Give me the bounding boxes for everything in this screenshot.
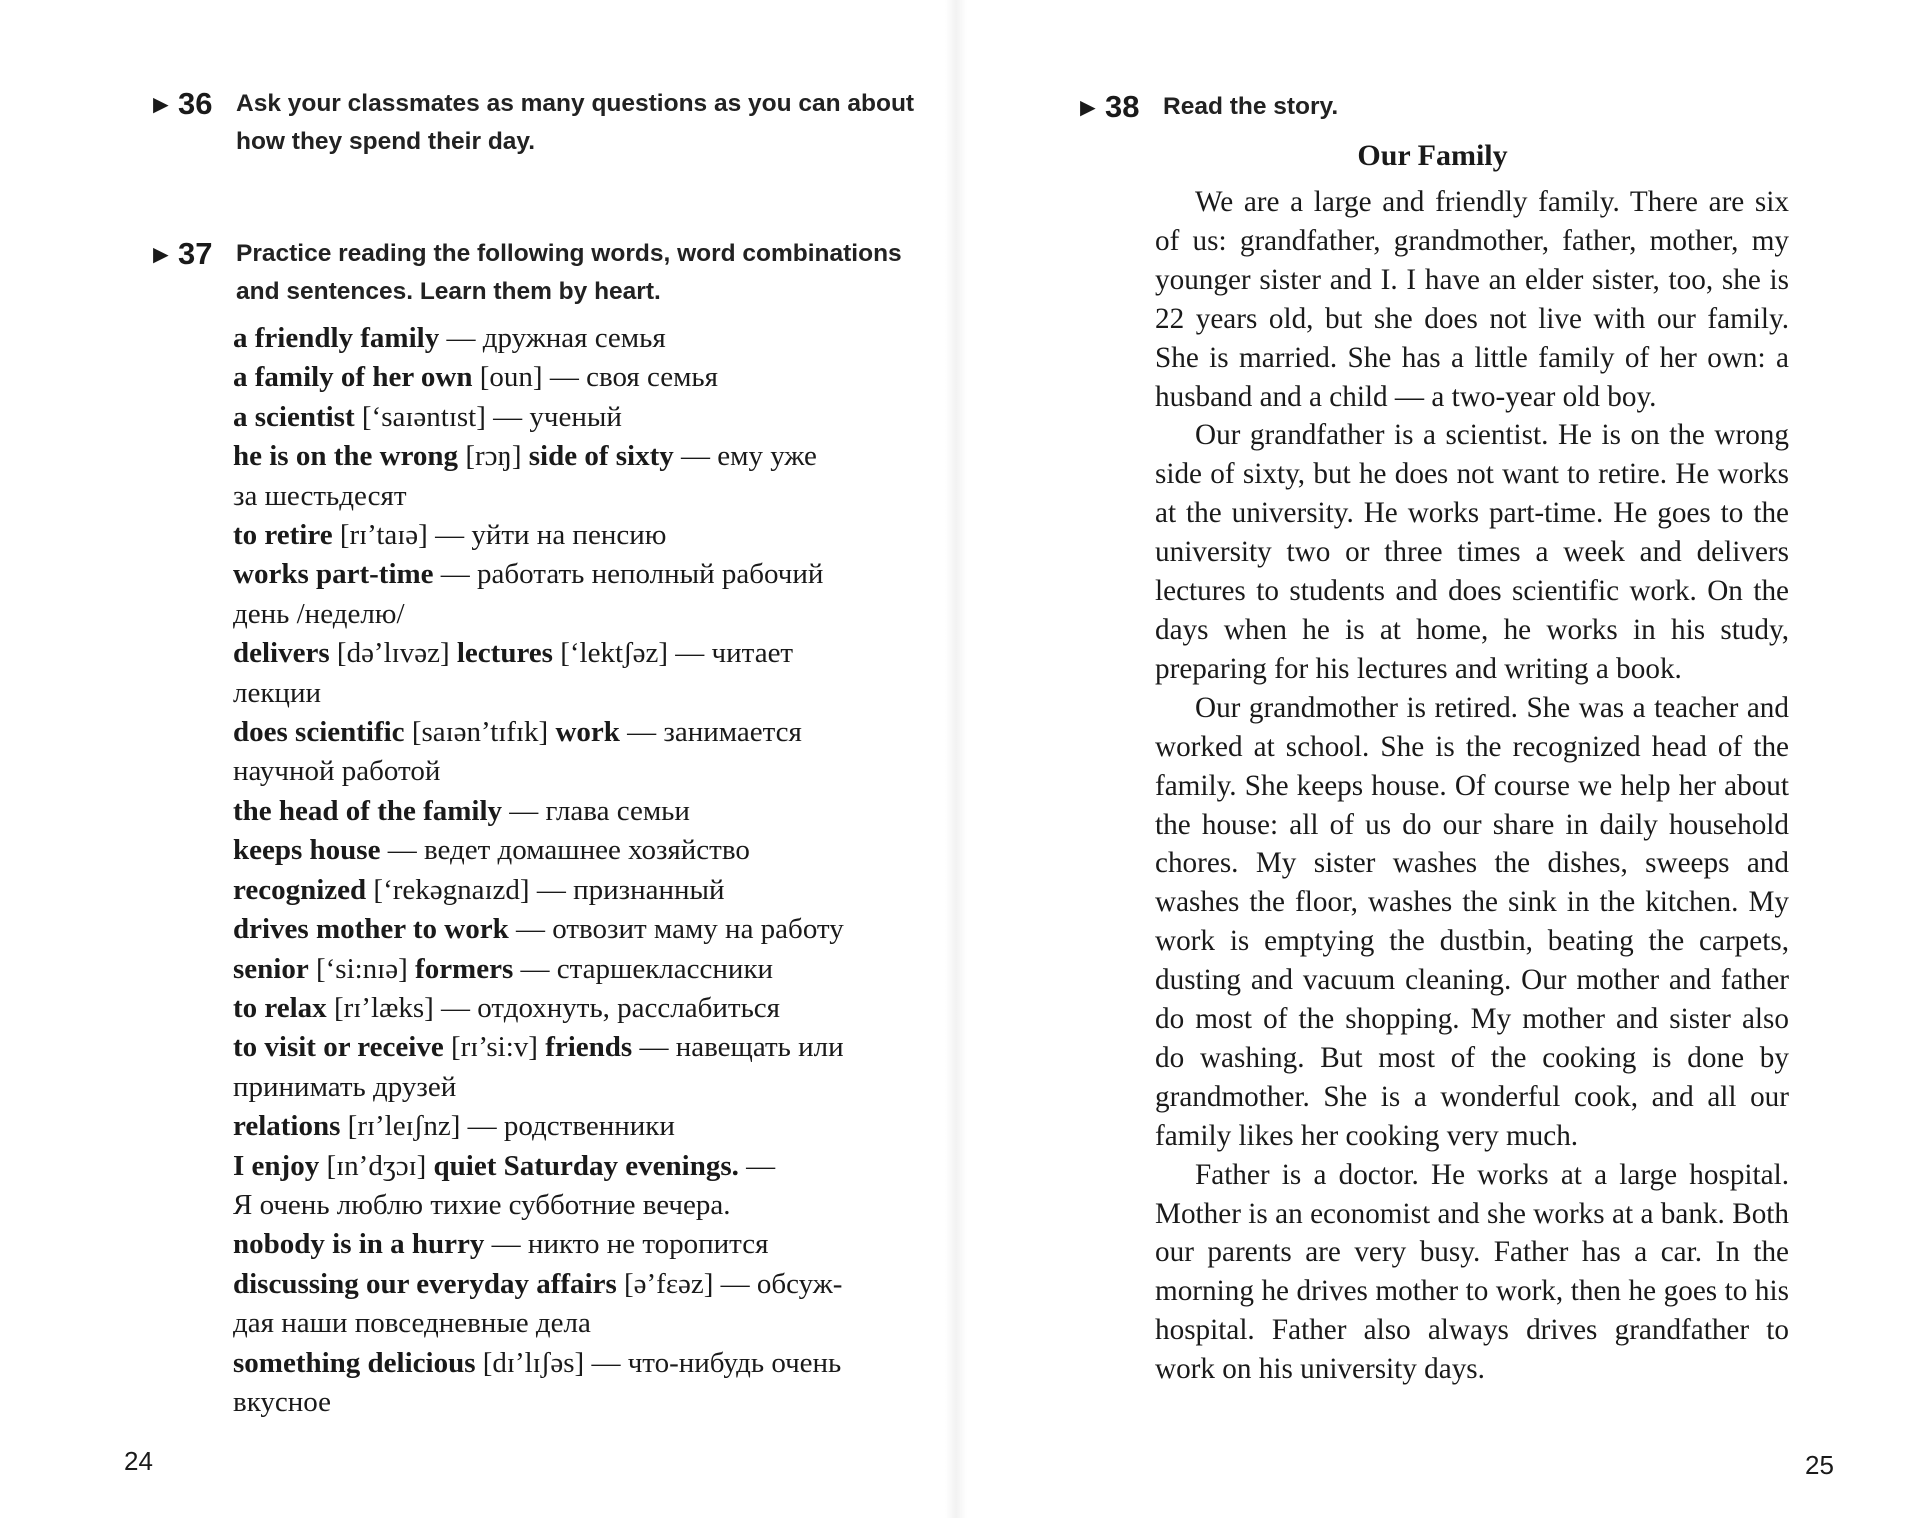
vocab-line [233, 319, 913, 358]
vocab-term: drives mother to work [233, 913, 509, 946]
vocab-line [233, 477, 913, 516]
story-paragraph: Our grandfather is a scientist. He is on the wrong side of sixty, but he does not want to retire. He works at the university. He works part-time. He goes to the university two or three times a week and delivers lectures to students and does scientific work. On the days when he is at home, he works in his study, preparing for his lectures and writing a book. [1155, 419, 1789, 685]
vocabulary-list [233, 319, 913, 1422]
vocab-line [233, 595, 913, 634]
vocab-translation: — занимается [619, 716, 802, 749]
page-number: 25 [1805, 1450, 1834, 1480]
vocab-line [233, 1147, 913, 1186]
exercise-37 [148, 235, 928, 315]
vocab-line [233, 871, 913, 910]
vocab-line [233, 1344, 913, 1383]
vocab-translation: — глава семьи [502, 794, 690, 827]
vocab-term: to retire [233, 519, 333, 552]
vocab-translation: — отвозит маму на работу [508, 913, 844, 946]
vocab-translation: Я очень люблю тихие субботние вечера. [233, 1188, 731, 1221]
vocab-line [233, 634, 913, 673]
vocab-translation: [‘rekəgnaɪzd] — признанный [366, 873, 725, 906]
vocab-line [233, 1028, 913, 1067]
vocab-line [233, 950, 913, 989]
vocab-line [233, 1265, 913, 1304]
vocab-term: works part-time [233, 558, 434, 591]
story-title: Our Family [1357, 139, 1508, 172]
story-text [1155, 183, 1789, 1389]
vocab-translation: [‘si:nɪə] [308, 952, 416, 985]
vocab-line [233, 910, 913, 949]
vocab-translation: [rɔŋ] [458, 440, 529, 473]
vocab-term: the head of the family [233, 794, 503, 827]
story-paragraph: We are a large and friendly family. There are six of us: grandfather, grandmother, father, mother, my younger sister and I. I have an elder sister, too, she is 22 years old, but she does not live with our family. She is married. She has a little family of her own: a husband and a child — a two-year old boy. [1155, 186, 1789, 413]
vocab-term: discussing our everyday affairs [233, 1267, 617, 1300]
vocab-translation: лекции [233, 676, 321, 709]
exercise-instruction-line: Ask your classmates as many questions as you can about [236, 90, 915, 117]
vocab-term: something delicious [233, 1346, 476, 1379]
vocab-term: a family of her own [233, 361, 473, 394]
play-arrow-icon: ► [148, 239, 174, 269]
vocab-translation: [‘saɪəntɪst] — ученый [354, 400, 622, 433]
vocab-translation: — ведет домашнее хозяйство [380, 834, 750, 867]
story-paragraph: Father is a doctor. He works at a large hospital. Mother is an economist and she works at a bank. Both our parents are very busy. Father has a car. In the morning he drives mother to work, then he goes to his hospital. Father also always drives grandfather to work on his university days. [1155, 1158, 1789, 1386]
vocab-term: does scientific [233, 716, 405, 749]
vocab-translation: — никто не торопится [484, 1228, 769, 1261]
vocab-translation: [də’lɪvəz] [329, 637, 457, 670]
exercise-number: 36 [178, 86, 213, 121]
vocab-term: nobody is in a hurry [233, 1228, 485, 1261]
page-number: 24 [124, 1446, 153, 1476]
play-arrow-icon: ► [1075, 92, 1101, 122]
exercise-number: 38 [1105, 89, 1140, 124]
vocab-line [233, 1304, 913, 1343]
vocab-line [233, 752, 913, 791]
vocab-term: recognized [233, 873, 367, 906]
vocab-term: a friendly family [233, 322, 440, 354]
vocab-term: work [555, 716, 620, 749]
vocab-translation: принимать друзей [233, 1070, 457, 1103]
vocab-term: he is on the wrong [233, 440, 459, 473]
vocab-line [233, 831, 913, 870]
right-page [955, 0, 1910, 1518]
exercise-instruction-line: how they spend their day. [236, 128, 536, 155]
vocab-line [233, 1225, 913, 1264]
vocab-term: to relax [233, 991, 327, 1024]
vocab-term: to visit or receive [233, 1031, 444, 1064]
vocab-term: delivers [233, 637, 330, 670]
vocab-translation: [dɪ’lɪʃəs] — что-нибудь очень [475, 1346, 842, 1379]
vocab-translation: за шестьдесят [233, 479, 407, 512]
vocab-line [233, 1068, 913, 1107]
vocab-translation: — навещать или [632, 1031, 844, 1064]
vocab-line [233, 674, 913, 713]
vocab-term: formers [415, 952, 514, 985]
vocab-term: a scientist [233, 400, 355, 433]
vocab-term: senior [233, 952, 309, 985]
vocab-term: relations [233, 1110, 341, 1143]
vocab-translation: [rɪ’læks] — отдохнуть, расслабиться [326, 991, 781, 1024]
vocab-line [233, 1107, 913, 1146]
vocab-translation: [rɪ’leɪʃnz] — родственники [340, 1110, 675, 1143]
vocab-translation: [oun] — своя семья [472, 361, 718, 394]
vocab-line [233, 398, 913, 437]
vocab-line [233, 792, 913, 831]
exercise-instruction-line: Read the story. [1163, 93, 1339, 120]
play-arrow-icon: ► [148, 89, 174, 119]
vocab-term: side of sixty [528, 440, 674, 473]
vocab-translation: [saɪən’tɪfɪk] [404, 716, 556, 749]
vocab-translation: — работать неполный рабочий [433, 558, 824, 591]
vocab-translation: день /неделю/ [233, 597, 405, 630]
vocab-term: friends [545, 1031, 633, 1064]
vocab-translation: — [738, 1149, 776, 1182]
vocab-line [233, 1186, 913, 1225]
vocab-term: keeps house [233, 834, 381, 867]
exercise-number: 37 [178, 236, 213, 271]
vocab-line [233, 1383, 913, 1422]
vocab-term: quiet Saturday evenings. [433, 1149, 739, 1182]
vocab-translation: [ɪn’dʒɔɪ] [319, 1149, 434, 1182]
exercise-36 [148, 85, 928, 165]
vocab-line [233, 516, 913, 555]
exercise-instruction-line: and sentences. Learn them by heart. [236, 278, 661, 305]
vocab-line [233, 713, 913, 752]
vocab-term: I enjoy [233, 1149, 320, 1182]
vocab-translation: вкусное [233, 1385, 331, 1418]
vocab-translation: — старшеклассники [513, 952, 774, 985]
vocab-translation: дая наши повседневные дела [233, 1307, 591, 1340]
story-paragraph: Our grandmother is retired. She was a teacher and worked at school. She is the recognized head of the family. She keeps house. Of course we help her about the house: all of us do our share in daily household chores. My sister washes the dishes, sweeps and washes the floor, washes the sink in the kitchen. My work is emptying the dustbin, beating the carpets, dusting and vacuum cleaning. Our mother and father do most of the shopping. My mother and sister also do washing. But most of the cooking is done by grandmother. She is a wonderful cook, and all our family likes her cooking very much. [1155, 691, 1789, 1152]
vocab-term: lectures [456, 637, 553, 670]
vocab-translation: научной работой [233, 755, 441, 788]
exercise-38 [1075, 88, 1855, 128]
vocab-line [233, 358, 913, 397]
vocab-translation: — дружная семья [439, 322, 666, 354]
vocab-translation: [rɪ’taɪə] — уйти на пенсию [332, 519, 667, 552]
vocab-line [233, 989, 913, 1028]
vocab-translation: [ə’fɛəz] — обсуж- [616, 1267, 843, 1300]
vocab-translation: [‘lektʃəz] — читает [552, 637, 794, 670]
vocab-line [233, 437, 913, 476]
vocab-translation: — ему уже [673, 440, 817, 473]
vocab-translation: [rɪ’si:v] [443, 1031, 546, 1064]
vocab-line [233, 555, 913, 594]
exercise-instruction-line: Practice reading the following words, word combinations [236, 240, 902, 267]
